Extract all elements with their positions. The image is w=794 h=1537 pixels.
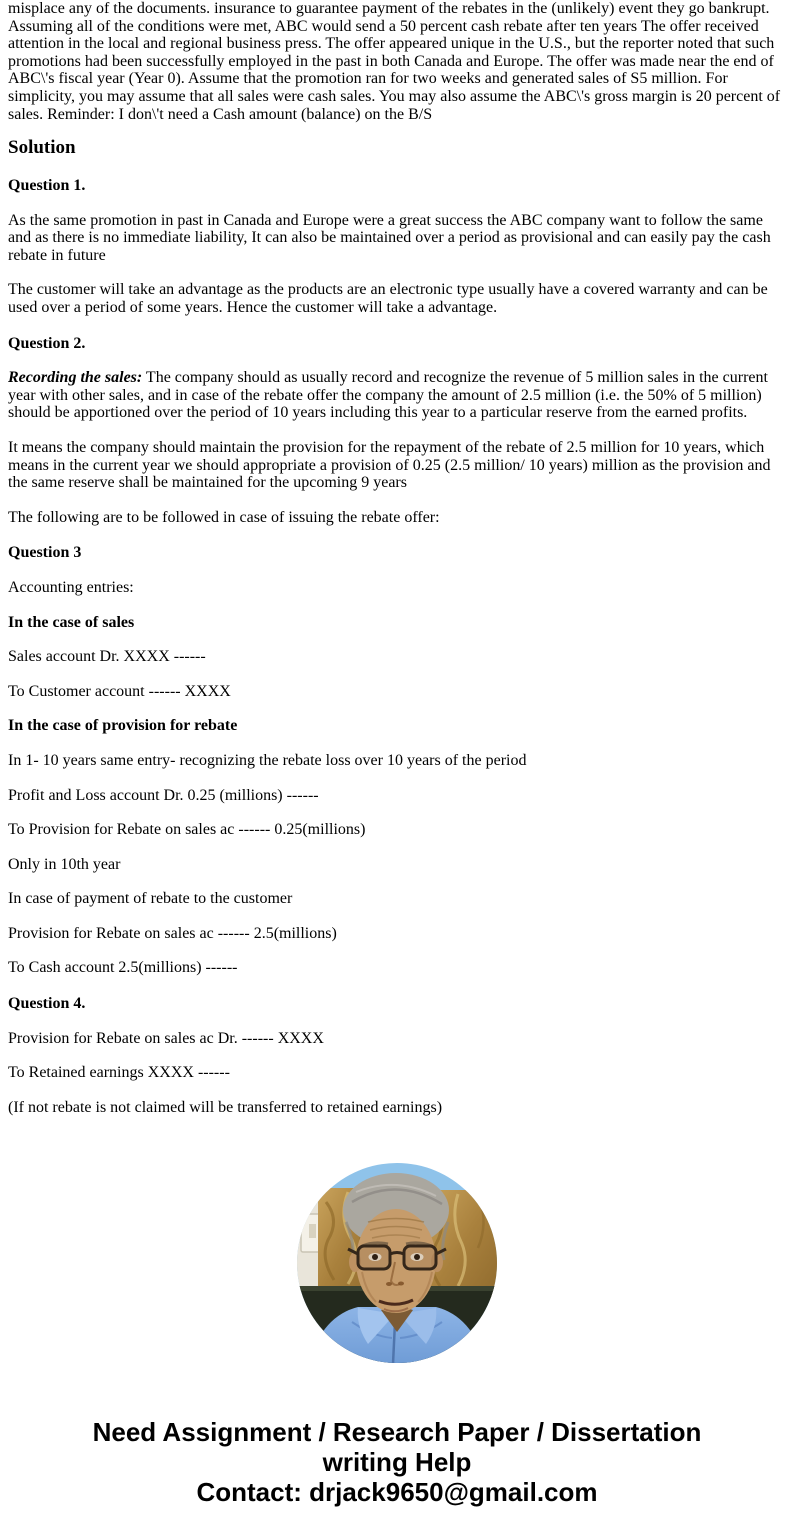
journal-entry-note: (If not rebate is not claimed will be transferred to retained earnings) [8, 1098, 443, 1116]
solution-heading: Solution [8, 137, 76, 159]
journal-entry-note: In case of payment of rebate to the customer [8, 890, 293, 908]
journal-entry-line: To Provision for Rebate on sales ac ------ 0.25(millions) [8, 821, 366, 839]
intro-paragraph: misplace any of the documents. insurance to guarantee payment of the rebates in the (unlikely) event they go bankrupt. Assuming all of the conditions were met, ABC would send a 50 percent cash rebate after ten years The offer received attention in the local and regional business press. The offer appeared unique in the U.S., but the reporter noted that such promotions had been successfully employed in the past in both Canada and Europe. The offer was made near the end of ABC\'s fiscal year (Year 0). Assume that the promotion ran for two weeks and generated sales of S5 million. For simplicity, you may assume that all sales were cash sales. You may also assume the ABC\'s gross margin is 20 percent of sales. Reminder: I don\'t need a Cash amount (balance) on the B/S [8, 0, 781, 123]
tutor-avatar-container [8, 1162, 786, 1369]
question-1-heading: Question 1. [8, 177, 86, 195]
journal-entry-note: In 1- 10 years same entry- recognizing the rebate loss over 10 years of the period [8, 751, 527, 769]
question-2-lead-paragraph [8, 369, 786, 422]
footer-contact-email: Contact: drjack9650@gmail.com [196, 1477, 598, 1508]
question-1-paragraph: As the same promotion in past in Canada and Europe were a great success the ABC company want to follow the same and as there is no immediate liability, It can also be maintained over a period as provisional and can easily pay the cash rebate in future [8, 211, 771, 264]
question-3-heading: Question 3 [8, 544, 82, 562]
journal-entry-line: Profit and Loss account Dr. 0.25 (millions) ------ [8, 786, 319, 804]
question-2-paragraph: It means the company should maintain the provision for the repayment of the rebate of 2.5 million for 10 years, which means in the current year we should appropriate a provision of 0.25 (2.5 million/ 10 years) million as the provision and the same reserve shall be maintained for the upcoming 9 years [8, 438, 771, 492]
case-of-provision-label: In the case of provision for rebate [8, 717, 238, 735]
footer-line-services: Need Assignment / Research Paper / Dissertation [92, 1417, 702, 1448]
journal-entry-note: Only in 10th year [8, 855, 121, 873]
question-2-heading: Question 2. [8, 334, 86, 352]
journal-entry-line: Provision for Rebate on sales ac ------ 2.5(millions) [8, 924, 337, 942]
tutor-photo-avatar [296, 1162, 498, 1364]
journal-entry-line: To Retained earnings XXXX ------ [8, 1064, 230, 1082]
journal-entry-line: To Customer account ------ XXXX [8, 682, 231, 700]
question-1-paragraph: The customer will take an advantage as the products are an electronic type usually have a covered warranty and can be used over a period of some years. Hence the customer will take a advantage. [8, 281, 768, 317]
footer-banner [8, 1417, 786, 1507]
recording-the-sales-label: Recording the sales: [8, 369, 143, 387]
journal-entry-line: Sales account Dr. XXXX ------ [8, 648, 206, 666]
accounting-entries-label: Accounting entries: [8, 578, 134, 596]
question-4-heading: Question 4. [8, 995, 86, 1013]
journal-entry-line: To Cash account 2.5(millions) ------ [8, 959, 238, 977]
question-2-paragraph: The following are to be followed in case of issuing the rebate offer: [8, 508, 440, 526]
journal-entry-line: Provision for Rebate on sales ac Dr. ------ XXXX [8, 1029, 324, 1047]
case-of-sales-label: In the case of sales [8, 613, 135, 631]
footer-line-help: writing Help [322, 1447, 472, 1478]
recording-the-sales-text: The company should as usually record and recognize the revenue of 5 million sales in the current year with other sales, and in case of the rebate offer the company the amount of 2.5 million (i.e. the 50% of 5 million) should be apportioned over the period of 10 years including this year to a particular reserve from the earned profits. [8, 369, 768, 422]
